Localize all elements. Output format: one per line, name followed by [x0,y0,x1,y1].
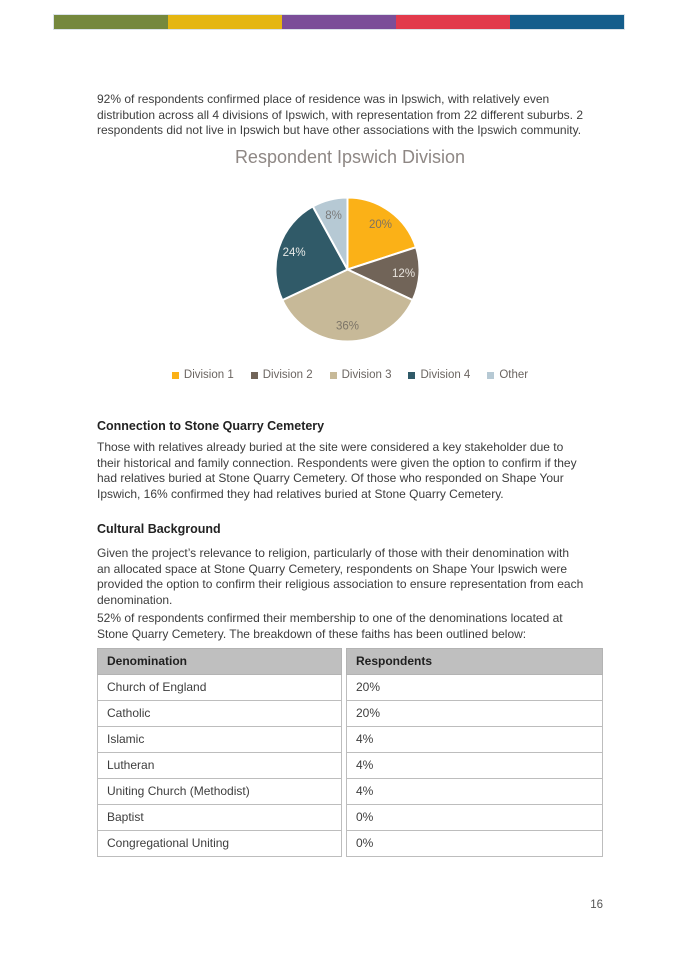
paragraph-residence: 92% of respondents confirmed place of residence was in Ipswich, with relatively even distribution across all 4 divisions of Ipswich, with representation from 22 different suburbs. 2 respondents did not live in Ipswich but have other associations with the Ipswich community. [97,92,584,138]
legend-item [330,369,392,381]
legend-marker-icon [251,372,258,379]
table-row [97,727,603,753]
table-cell: Uniting Church (Methodist) [97,779,342,805]
legend-label: Division 4 [420,369,471,381]
legend-label: Division 2 [262,369,313,381]
accent-bar-segment [168,15,282,29]
pie-data-label: 12% [392,268,416,281]
legend-item [251,369,313,381]
pie-data-label: 20% [368,219,393,232]
legend-label: Division 3 [341,369,392,381]
pie-data-label: 24% [282,247,306,260]
heading-connection: Connection to Stone Quarry Cemetery [97,419,325,433]
table-cell: Congregational Uniting [97,831,342,857]
table-header [97,648,603,675]
table-cell: Lutheran [97,753,342,779]
table-cell: 0% [346,805,603,831]
table-row [97,753,603,779]
legend-marker-icon [408,372,415,379]
table-header-row [97,648,603,675]
legend-marker-icon [487,372,494,379]
accent-bar-segment [396,15,510,29]
legend-item [408,369,470,381]
table-cell: Catholic [97,701,342,727]
table-cell: 4% [346,753,603,779]
pie-chart [272,194,423,345]
legend-marker-icon [172,372,179,379]
accent-bar-segment [54,15,168,29]
table-cell: 4% [346,727,603,753]
legend-item [487,369,528,381]
table-cell: Church of England [97,675,342,701]
legend-item [172,369,234,381]
table-cell: 4% [346,779,603,805]
table-cell: 0% [346,831,603,857]
legend-label: Other [499,369,529,381]
table-row [97,831,603,857]
column-header: Respondents [346,648,603,675]
legend-marker-icon [330,372,337,379]
pie-data-label: 36% [335,320,360,333]
paragraph-cultural: Given the project’s relevance to religion, particularly of those with their denomination with an allocated space at Stone Quarry Cemetery, respondents on Shape Your Ipswich were provided the option to confirm their religious association to ensure representation from each denomination. [97,546,584,607]
table-row [97,779,603,805]
accent-bar-segment [282,15,396,29]
denomination-table [97,648,603,857]
chart-title: Respondent Ipswich Division [234,147,466,167]
page-number: 16 [590,899,603,911]
top-accent-bar [53,14,625,30]
chart-legend [85,369,615,381]
table-body [97,675,603,857]
table-cell: Islamic [97,727,342,753]
paragraph-connection: Those with relatives already buried at the site were considered a key stakeholder due to their historical and family connection. Respondents were given the option to confirm if they had relatives buried at Stone Quarry Cemetery. Of those who responded on Shape Your Ipswich, 16% confirmed they had relatives buried at Stone Quarry Cemetery. [97,440,577,501]
accent-bar-segment [510,15,624,29]
legend-label: Division 1 [183,369,234,381]
table-cell: 20% [346,701,603,727]
paragraph-membership: 52% of respondents confirmed their membership to one of the denominations located at Stone Quarry Cemetery. The breakdown of these faiths has been outlined below: [97,611,563,641]
table-row [97,675,603,701]
heading-cultural: Cultural Background [97,522,221,536]
pie-data-label: 8% [325,210,342,223]
table-cell: 20% [346,675,603,701]
column-header: Denomination [97,648,342,675]
table-row [97,805,603,831]
table-row [97,701,603,727]
table-cell: Baptist [97,805,342,831]
